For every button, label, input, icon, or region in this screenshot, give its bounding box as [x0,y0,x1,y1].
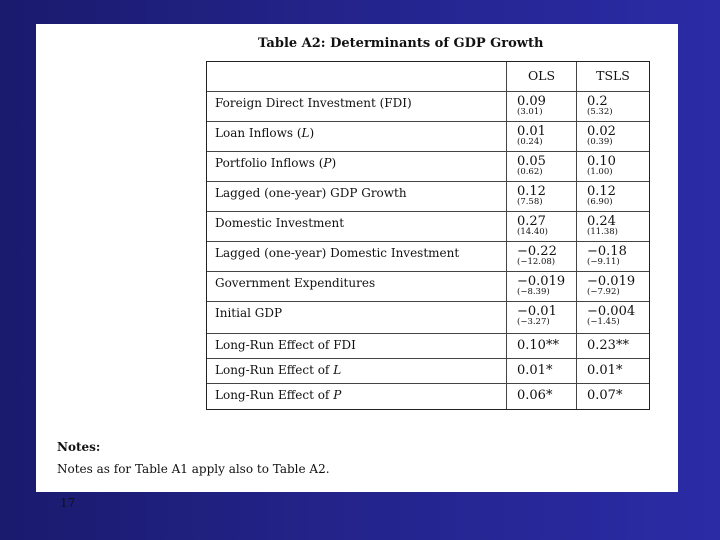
ols-cell [507,302,577,333]
ols-cell [507,272,577,301]
table-title: Table A2: Determinants of GDP Growth [258,36,544,51]
ols-value: −0.22 [517,244,557,259]
tsls-cell [577,152,649,181]
ols-value: −0.019 [517,274,566,289]
ols-value: 0.09 [517,94,546,109]
tsls-tstat: (−7.92) [587,287,620,297]
tsls-cell [577,359,649,383]
table-row [207,359,649,384]
ols-value: 0.12 [517,184,546,199]
tsls-cell [577,122,649,151]
tsls-value: 0.10 [587,154,616,169]
ols-cell [507,359,577,383]
ols-cell [507,384,577,409]
ols-cell [507,152,577,181]
tsls-tstat: (6.90) [587,197,613,207]
tsls-cell [577,334,649,358]
ols-cell [507,212,577,241]
tsls-tstat: (−1.45) [587,317,620,327]
ols-value: −0.01 [517,304,557,319]
ols-tstat: (14.40) [517,227,548,237]
row-label: Long-Run Effect of P [207,384,507,409]
ols-tstat: (−8.39) [517,287,550,297]
table-row [207,302,649,334]
header-blank-cell [207,62,507,91]
row-label: Long-Run Effect of FDI [207,334,507,358]
row-label: Domestic Investment [207,212,507,241]
row-label: Government Expenditures [207,272,507,301]
tsls-value: 0.01* [587,363,623,378]
ols-value: 0.01* [517,363,553,378]
ols-cell [507,92,577,121]
row-label: Loan Inflows (L) [207,122,507,151]
ols-value: 0.27 [517,214,546,229]
tsls-value: 0.12 [587,184,616,199]
tsls-value: 0.02 [587,124,616,139]
table-row [207,92,649,122]
ols-cell [507,122,577,151]
notes-text: Notes as for Table A1 apply also to Table A2. [57,462,330,476]
tsls-tstat: (5.32) [587,107,613,117]
ols-tstat: (3.01) [517,107,543,117]
ols-cell [507,182,577,211]
ols-tstat: (7.58) [517,197,543,207]
ols-tstat: (−12.08) [517,257,556,267]
notes-heading: Notes: [57,440,101,454]
table-row [207,384,649,409]
tsls-cell [577,384,649,409]
header-tsls: TSLS [596,68,630,83]
tsls-cell [577,272,649,301]
ols-value: 0.06* [517,388,553,403]
tsls-value: 0.07* [587,388,623,403]
tsls-value: 0.24 [587,214,616,229]
tsls-cell [577,212,649,241]
ols-tstat: (0.24) [517,137,543,147]
ols-value: 0.10** [517,338,559,353]
table-row [207,242,649,272]
tsls-value: −0.004 [587,304,636,319]
table-row [207,152,649,182]
ols-cell [507,242,577,271]
ols-cell [507,334,577,358]
tsls-tstat: (11.38) [587,227,618,237]
table-header-row [207,62,649,92]
tsls-tstat: (−9.11) [587,257,620,267]
tsls-cell [577,92,649,121]
tsls-value: 0.2 [587,94,608,109]
ols-value: 0.05 [517,154,546,169]
ols-value: 0.01 [517,124,546,139]
header-ols: OLS [507,62,577,91]
row-label: Long-Run Effect of L [207,359,507,383]
tsls-cell [577,182,649,211]
row-label: Portfolio Inflows (P) [207,152,507,181]
table-row [207,212,649,242]
table-row [207,272,649,302]
ols-tstat: (−3.27) [517,317,550,327]
table-row [207,334,649,359]
row-label: Foreign Direct Investment (FDI) [207,92,507,121]
tsls-value: −0.18 [587,244,627,259]
row-label: Lagged (one-year) Domestic Investment [207,242,507,271]
row-label: Initial GDP [207,302,507,333]
table-row [207,182,649,212]
row-label: Lagged (one-year) GDP Growth [207,182,507,211]
tsls-value: −0.019 [587,274,636,289]
tsls-cell [577,302,649,333]
notes-block [57,440,330,476]
tsls-value: 0.23** [587,338,629,353]
ols-tstat: (0.62) [517,167,543,177]
page-number: 17 [60,496,76,510]
tsls-tstat: (1.00) [587,167,613,177]
table-row [207,122,649,152]
tsls-cell [577,242,649,271]
tsls-tstat: (0.39) [587,137,613,147]
results-table [206,61,650,410]
